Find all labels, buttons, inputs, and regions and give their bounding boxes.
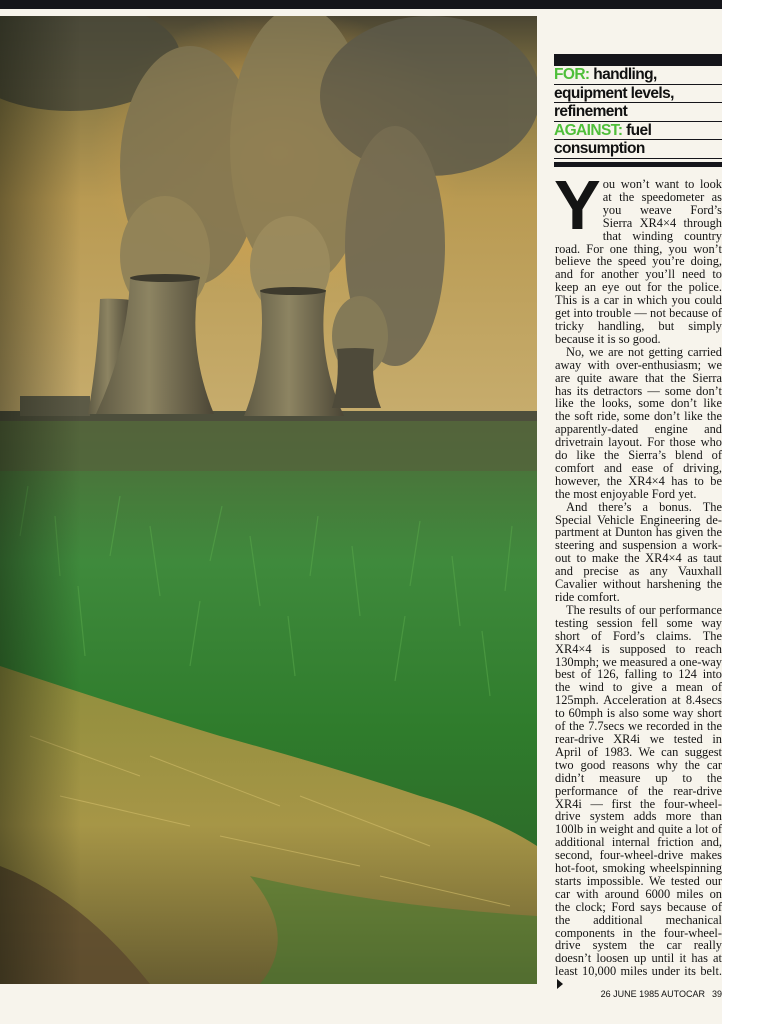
paragraph-1-text: ou won’t want to look at the speedometer as you weave Ford’s Sierra XR4×4 through that winding country road. For one thing, you won’t believe the speed you’re doing, and for another you’ll need to keep an eye out for the police. This is a car in which you could get into trouble — not because of tricky handling, but simply because it is so good. [555, 177, 722, 346]
paragraph-1 [554, 166, 722, 346]
paragraph-4 [555, 604, 722, 991]
verdict-line-4 [554, 122, 722, 141]
verdict-line-5 [554, 140, 722, 159]
against-label: AGAINST: [554, 121, 623, 139]
against-text-1: fuel [626, 121, 652, 139]
page-footer [590, 989, 722, 999]
paragraph-3: And there’s a bonus. The Special Vehicle Engineering department at Dunton has given the steering and suspension a work-out to make the XR4×4 as taut and precise as any Vauxhall Cavalier without harshening the ride comfort. [555, 499, 722, 604]
against-text-2: consumption [554, 140, 645, 157]
for-label: FOR: [554, 66, 590, 83]
page-margin [722, 0, 774, 1024]
cooling-towers-photo [0, 16, 537, 984]
paragraph-2: No, we are not getting carried away with over-enthusiasm; we are quite aware that the Sierra has its detractors — some don’t like the looks, some don’t like the soft ride, some don’t like the apparently-dated engine and drivetrain layout. For those who do like the Sierra’s blend of comfort and ease of driving, however, the XR4×4 has to be the most enjoyable Ford yet. [555, 344, 722, 501]
drop-cap: Y [554, 166, 599, 244]
top-rule [0, 0, 722, 9]
photo-illustration [0, 16, 537, 984]
verdict-line-1 [554, 66, 722, 85]
verdict-line-3 [554, 103, 722, 122]
for-text-3: refinement [554, 103, 628, 120]
paragraph-4-text: The results of our performance testing session fell some way short of Ford’s claims. The XR4×4 is supposed to reach 130mph; we measured a one-way best of 126, falling to 124 into the wind to give a mean of 125mph. Acceleration at 8.4secs to 60mph is also some way short of the 7.7secs we recorded in the rear-drive XR4i we tested in April of 1983. We can suggest two good reasons why the car didn’t measure up to the performance of the rear-drive XR4i — first the four-wheel-drive system adds more than 100lb in weight and quite a lot of additional internal friction and, second, four-wheel-drive makes hot-foot, smoking wheelspinning starts impossible. We tested our car with around 6000 miles on the clock; Ford says because of the additional mechanical components in the four-wheel-drive system the car really doesn’t loosen up until it has at least 10,000 miles under its belt. [555, 602, 722, 979]
for-text-1: handling, [593, 66, 657, 83]
verdict-line-2 [554, 85, 722, 104]
verdict-box [554, 54, 722, 167]
verdict-top-bar [554, 54, 722, 66]
page-number: 39 [711, 989, 722, 999]
article-body [554, 166, 722, 991]
continued-arrow-icon [557, 979, 563, 989]
issue-date-magazine: 26 JUNE 1985 AUTOCAR [600, 989, 705, 999]
for-text-2: equipment levels, [554, 84, 674, 102]
